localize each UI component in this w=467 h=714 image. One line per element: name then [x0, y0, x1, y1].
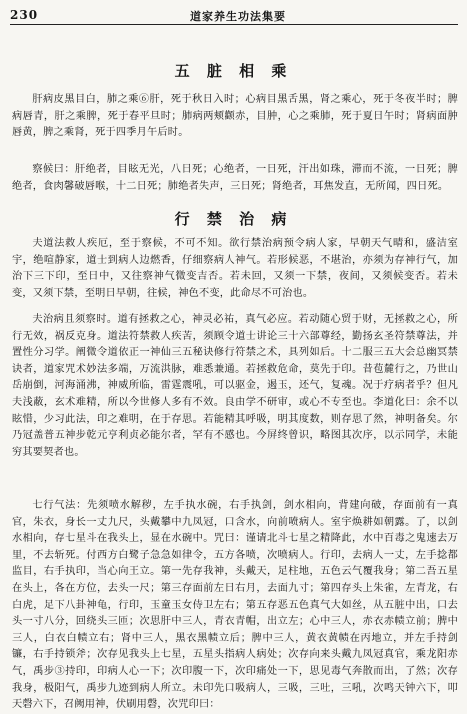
paragraph-xingjin-1: 夫道法救人疾厄，至于察候，不可不知。欲行禁治病预令病人家，早朝天气晴和，盛洁室宇，绝喧静家，道士到病人边燃香，仔细察病人神气。若形候恶，不堪治，亦须为存神行气，加治下三下印，至日中，又往察神气微变吉否。若未回，又须一下禁，夜间，又须候变否。若未变，又须下禁，至明日早朝，往候，神色不变，此命尽不可治也。 [12, 238, 458, 299]
section-title-xingjin: 行 禁 治 病 [174, 210, 293, 228]
paragraph-wuzang-1: 肝病皮黑目白，肺之乘⑥肝，死于秋日入时；心病目黑舌黑，肾之乘心，死于冬夜半时；脾病唇青，肝之乘脾，死于春平旦时；肺病两颊颧赤，目肿，心之乘肺，死于夏日午时；肾病面肿唇黄，脾之乘肾，死于四季月午后时。 [12, 94, 458, 139]
page-header [10, 6, 458, 24]
running-title: 道家养生功法集要 [190, 10, 286, 23]
paragraph-xingjin-3: 七行气法：先须喷水解秽，左手执水碗，右手执剑，剑水相向，背建向破，存面前有一真官，朱衣，身长一丈九尺，头戴攀中九凤冠，口含水，向前喷病人。室宇焕耕如朝露。了，以剑水相向，存七星斗在我头上，显在水碗中。咒曰：谨请北斗七星之精降此，水中百毒之鬼速去万里，不去斩死。付西方白鹭子急急如律令，五方各喷，次喷病人。行印，去病人一丈，左手捻都监目，右手执印，当心向王立。第一先存我神，头戴天，足柱地，五色云气覆我身；第二吾五星在头上，各在方位，去头一尺；第三存面前左日右月，去面九寸；第四存头上朱雀，左青龙，右白虎，足下八卦神龟，行印，玉童玉女侍卫左右；第五存恶五色真气大如丝，从五脏中出，口去头一寸八分，回绕头三匝；次思肝中三人，青衣青帽，出立左；心中三人，赤衣赤帻立前；脾中三人，白衣白帻立右；肾中三人，黑衣黑帻立后；脾中三人，黄衣黄帻在丙地立，并左手持剑镰，右手持锁斧；次存见我头上七星，五星头指病人病处；次存向来头戴九凤冠真官，乘龙阳赤气，禹步③持印，印病人心一下；次印腹一下，次印痛处一下，思见毒气奔散而出，了然；次存我身，极阳气，禹步九迹到病人所立。未印先口吸病人，三吸，三吐，三吼，次鸣天钟六下，叩天磬六下，召阙用神，伏刷用磬，次咒印曰： [12, 500, 458, 711]
section-title-wuzang: 五 脏 相 乘 [174, 62, 293, 80]
header-rule [10, 24, 458, 25]
page-number: 230 [10, 8, 39, 22]
paragraph-wuzang-2: 察候曰：肝绝者，目眩无光，八日死；心绝者，一日死，汗出如珠，滞而不流，一日死；脾绝者，食肉馨破唇喉，十二日死；肺绝者失声，三日死；肾绝者，耳焦发直，无所闻，四日死。 [12, 164, 458, 192]
paragraph-xingjin-2: 夫治病且须察时。道有拯救之心，神灵必祐，真气必应。若动随心贸于财，无拯救之心，所行无效，祸反克身。道法符禁救人疾苦，须顾令道士讲论三十六部尊经，勤扬玄圣符禁尊法，并置性分习学。阐微令道依正一神仙三五秘诀修行符禁之术，具列如后。十二服三五大会总幽冥禁诀者，道家咒术妙法多端，万流洪脉，难悉兼通。若拯救危命，莫先于印。昔苞麓行之，乃世山岳崩倒，河海涌沸，神威所临，雷霆震吼，可以驱金，遏玉，还气，复魂。况于疗病者乎？但凡夫浅蔽，玄术难精，所以今世修人多有不效。良由学不研审，或心不专至也。李道化曰：余不以眩惜，少习此法，印之难明，在于存思。若能精其呼吸，明其度数，则存思了然，神明备矣。尔乃冠盖普五神步乾元亨利贞必能尔者，罕有不感也。今屏终曾识，略图其次序，以示同学，未能穷其要契者也。 [12, 314, 458, 458]
